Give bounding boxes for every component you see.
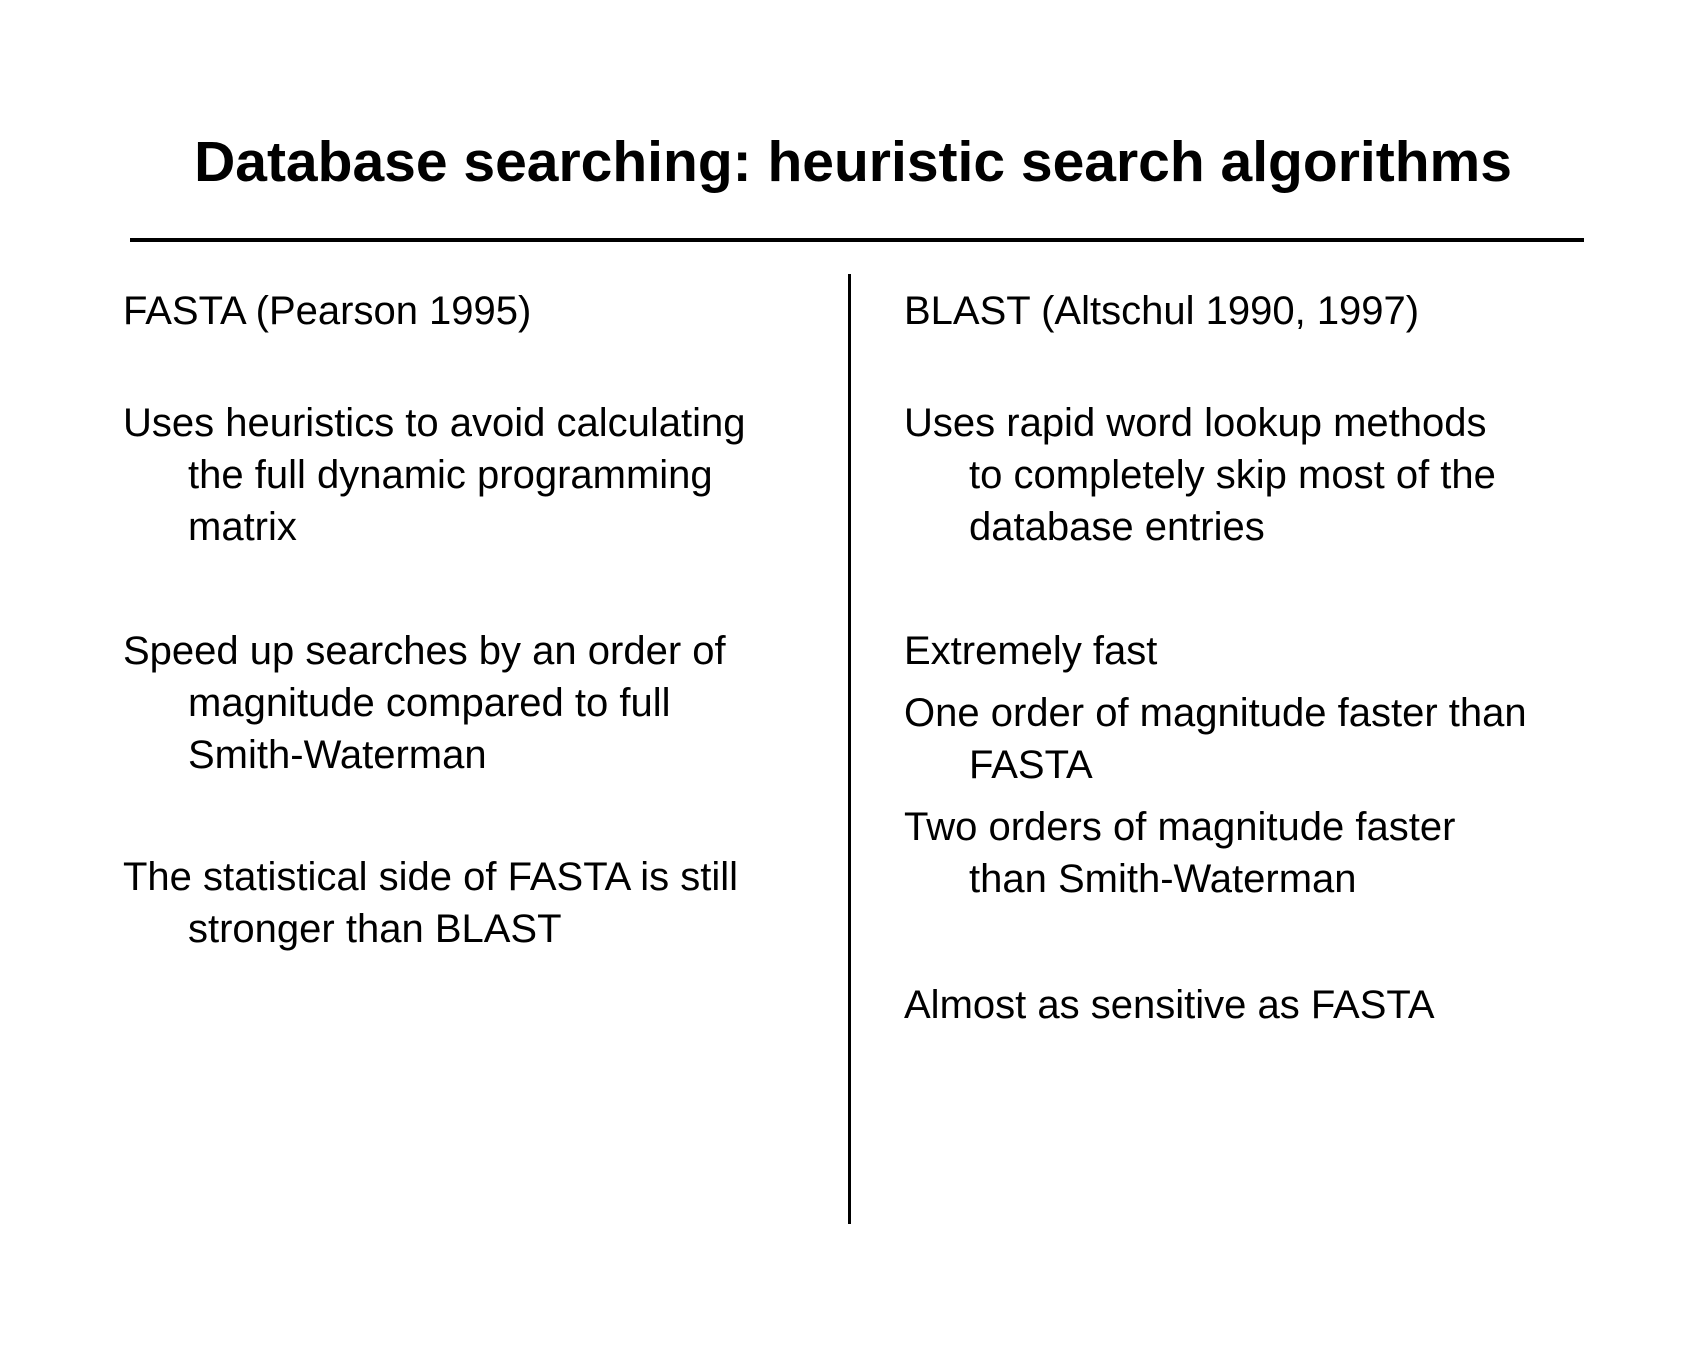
paragraph-line: magnitude compared to full [188,681,671,725]
paragraph-line: One order of magnitude faster than [904,691,1527,735]
left-paragraph-statistics [123,851,738,955]
paragraph-line: The statistical side of FASTA is still [123,855,739,899]
right-paragraph-sensitivity [904,979,1435,1031]
right-paragraph-faster-than-fasta [904,687,1527,791]
paragraph-line: FASTA [969,743,1093,787]
left-paragraph-speed [123,625,726,781]
slide-title: Database searching: heuristic search algorithms [194,130,1512,194]
paragraph-line: Extremely fast [904,629,1158,673]
paragraph-line: Two orders of magnitude faster [904,805,1456,849]
title-underline-rule [130,238,1584,242]
right-column-heading: BLAST (Altschul 1990, 1997) [904,289,1420,333]
paragraph-line: stronger than BLAST [188,907,562,951]
paragraph-line: to completely skip most of the [969,453,1496,497]
left-paragraph-heuristics [123,397,746,553]
paragraph-line: Uses heuristics to avoid calculating [123,401,746,445]
paragraph-line: the full dynamic programming [188,453,713,497]
paragraph-line: than Smith-Waterman [969,857,1357,901]
paragraph-line: Speed up searches by an order of [123,629,726,673]
right-paragraph-faster-than-sw [904,801,1455,905]
paragraph-line: Uses rapid word lookup methods [904,401,1487,445]
left-column-heading: FASTA (Pearson 1995) [123,289,532,333]
paragraph-line: Smith-Waterman [188,733,487,777]
right-paragraph-extremely-fast [904,625,1157,677]
column-divider [848,274,851,1224]
paragraph-line: Almost as sensitive as FASTA [904,983,1435,1027]
right-paragraph-word-lookup [904,397,1496,553]
paragraph-line: matrix [188,505,297,549]
paragraph-line: database entries [969,505,1265,549]
